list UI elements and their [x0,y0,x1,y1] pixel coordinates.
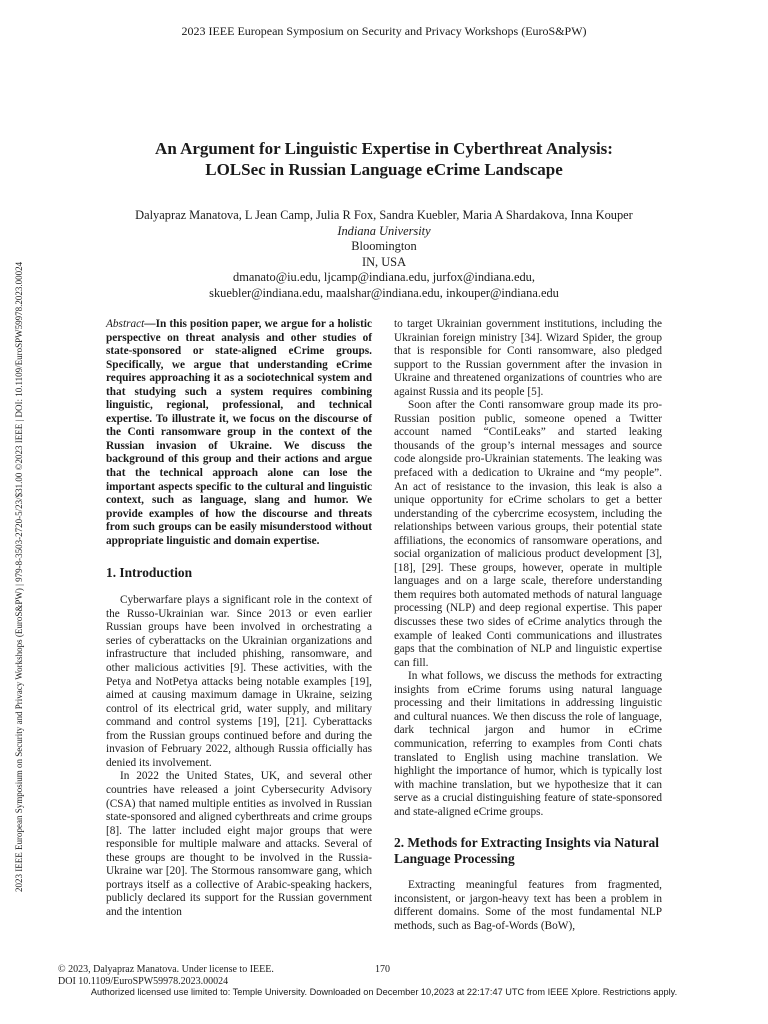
page-number: 170 [375,964,390,975]
author-block [90,208,678,302]
abstract-label: Abstract [106,318,145,330]
city: Bloomington [351,239,417,254]
side-copyright-text: 2023 IEEE European Symposium on Security and Privacy Workshops (EuroS&PW) | 979-8-3503-2720-5/23/$31.00 ©2023 IEEE | DOI: 10.1109/EuroSPW59978.2023.00024 [14,261,24,892]
right-paragraph-1: to target Ukrainian government institutions, including the Ukrainian foreign ministry [34]. Wizard Spider, the group that is responsible for Conti ransomware, also pledged support to the Russian government after the invasion in Ukraine and threatened organizations of countries who are against Russia and its people [5]. [394,318,662,398]
title-line-2: LOLSec in Russian Language eCrime Landscape [205,160,563,179]
left-column [106,318,372,919]
state: IN, USA [361,254,407,269]
intro-paragraph-2: In 2022 the United States, UK, and several other countries have released a joint Cybersecurity Advisory (CSA) that named multiple entities as involved in Russian state-sponsored and aligned cyberthreats and crime groups [8]. The latter included eight major groups that were responsible for multiple malware and attacks. Several of these groups are thought to be involved in the Russia-Ukraine war [20]. The Stormous ransomware gang, which portrays itself as a collective of Arabic-speaking hackers, publicly declared its support for the Russian government and the intention [106,770,372,918]
right-paragraph-2: Soon after the Conti ransomware group made its pro-Russian position public, someone opened a Twitter account named “ContiLeaks” and started leaking thousands of the group’s internal messages and source code alongside pro-Ukrainian statements. The leaking was prefaced with a dedication to Ukraine and “my people”. An act of resistance to the invasion, this leak is also a unique opportunity for eCrime scholars to get a better understanding of the cybercrime ecosystem, including the relationships between various groups, their potential state affiliations, the economics of ransomware operations, and social organization of malicious product development [3], [18], [29]. These groups, however, operate in multiple languages and on a large scale, therefore understanding them requires both automated methods of natural language processing (NLP) and deep regional expertise. This paper discusses these two sides of eCrime analytics through the example of leaked Conti communications and illustrates gaps that the combination of NLP and linguistic expertise can fill. [394,399,662,669]
abstract [106,318,372,548]
license-notice: Authorized licensed use limited to: Temple University. Downloaded on December 10,2023 at 22:17:47 UTC from IEEE Xplore. Restrictions apply. [90,987,678,997]
footer-copyright [58,964,274,987]
paper-title [110,138,658,180]
section-heading-methods: 2. Methods for Extracting Insights via Natural Language Processing [394,835,659,867]
conference-header: 2023 IEEE European Symposium on Security and Privacy Workshops (EuroS&PW) [181,24,587,38]
affiliation: Indiana University [337,223,431,238]
right-paragraph-3: In what follows, we discuss the methods for extracting insights from eCrime forums using natural language processing and their limitations in addressing linguistic and cultural nuances. We then discuss the role of language, dark technical jargon and humor in eCrime communication, referring to examples from Conti chats translated to English using machine translation. We highlight the importance of humor, which is typically lost with machine translation, but we hypothesize that it can serve as a crucial distinguishing feature of state-sponsored and state-aligned eCrime groups. [394,670,662,818]
intro-paragraph-1: Cyberwarfare plays a significant role in the context of the Russo-Ukrainian war. Since 2013 or even earlier Russian groups have been involved in orchestrating a series of cyberattacks on the Ukrainian organizations and infrastructure that included phishing, ransomware, and other malicious activities [9]. These activities, with the Petya and NotPetya attacks being notable examples [19], aimed at causing maximum damage in Ukraine, seizing control of its electrical grid, water supply, and military command and control systems [19], [21]. Cyberattacks from the Russian groups continued before and during the invasion of February 2022, although Russia officially has denied its involvement. [106,594,372,769]
author-list: Dalyapraz Manatova, L Jean Camp, Julia R Fox, Sandra Kuebler, Maria A Shardakova, Inna Kouper [135,208,633,222]
section-heading-introduction: 1. Introduction [106,565,193,581]
methods-paragraph-1: Extracting meaningful features from fragmented, inconsistent, or jargon-heavy text has been a problem in different domains. Some of the most fundamental NLP methods, such as Bag-of-Words (BoW), [394,879,662,932]
right-column [394,318,662,933]
abstract-text: —In this position paper, we argue for a holistic perspective on threat analysis and other studies of state-sponsored or state-aligned eCrime groups. Specifically, we argue that understanding eCrime requires approaching it as a sociotechnical system and that studying such a system requires combining linguistic, regional, professional, and technical expertise. To illustrate it, we focus on the discourse of the Conti ransomware group in the context of the Russian invasion of Ukraine. We discuss the background of this group and their actions and argue that the technical approach alone can lose the important aspects specific to the cultural and linguistic context, such as language, slang and humor. We provide examples of how the discourse and threats from such groups can be easily misunderstood without appropriate linguistic and domain expertise. [106,318,372,547]
title-line-1: An Argument for Linguistic Expertise in Cyberthreat Analysis: [155,139,613,158]
footer-copyright-line: © 2023, Dalyapraz Manatova. Under license to IEEE. [58,964,274,975]
emails-line-2: skuebler@indiana.edu, maalshar@indiana.edu, inkouper@indiana.edu [209,285,559,300]
footer-doi: DOI 10.1109/EuroSPW59978.2023.00024 [58,975,229,987]
emails-line-1: dmanato@iu.edu, ljcamp@indiana.edu, jurfox@indiana.edu, [233,270,535,285]
